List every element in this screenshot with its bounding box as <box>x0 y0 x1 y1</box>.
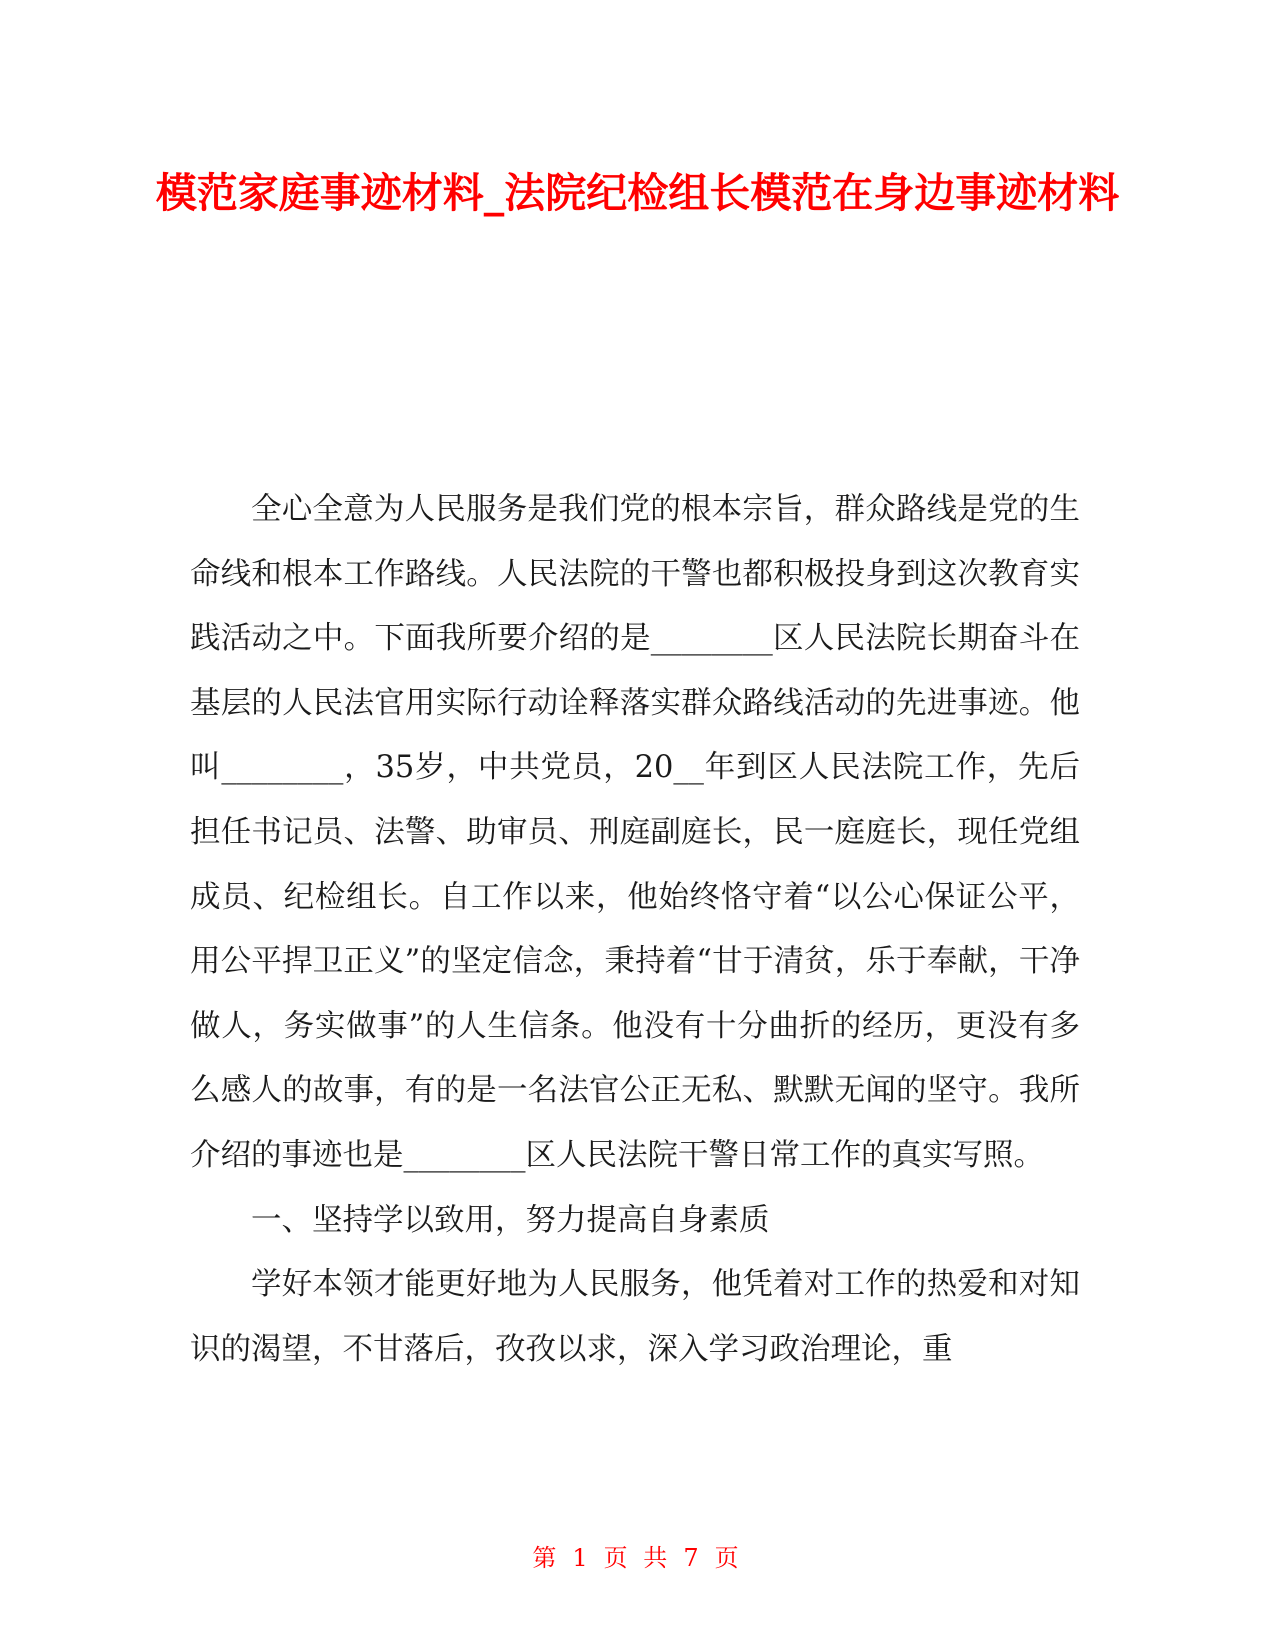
footer-prefix: 第 <box>532 1544 561 1572</box>
page-footer <box>0 1538 1275 1573</box>
footer-middle: 页 共 <box>603 1544 672 1572</box>
body-paragraph-1: 全心全意为人民服务是我们党的根本宗旨，群众路线是党的生命线和根本工作路线。人民法院的干警也都积极投身到这次教育实践活动之中。下面我所要介绍的是________区人民法院长期奋斗在基层的人民法官用实际行动诠释落实群众路线活动的先进事迹。他叫________，35岁，中共党员，20__年到区人民法院工作，先后担任书记员、法警、助审员、刑庭副庭长，民一庭庭长，现任党组成员、纪检组长。自工作以来，他始终恪守着“以公心保证公平，用公平捍卫正义”的坚定信念，秉持着“甘于清贫，乐于奉献，干净做人，务实做事”的人生信条。他没有十分曲折的经历，更没有多么感人的故事，有的是一名法官公正无私、默默无闻的坚守。我所介绍的事迹也是________区人民法院干警日常工作的真实写照。 <box>190 492 1080 1173</box>
footer-current-page: 1 <box>572 1544 592 1572</box>
body-paragraph-2: 学好本领才能更好地为人民服务，他凭着对工作的热爱和对知识的渴望，不甘落后，孜孜以求，深入学习政治理论，重 <box>190 1267 1080 1367</box>
section-heading-1: 一、坚持学以致用，努力提高自身素质 <box>251 1202 770 1238</box>
document-title: 模范家庭事迹材料_法院纪检组长模范在身边事迹材料 <box>155 169 1120 217</box>
document-body <box>190 478 1080 1382</box>
footer-total-pages: 7 <box>683 1544 703 1572</box>
footer-suffix: 页 <box>714 1544 743 1572</box>
